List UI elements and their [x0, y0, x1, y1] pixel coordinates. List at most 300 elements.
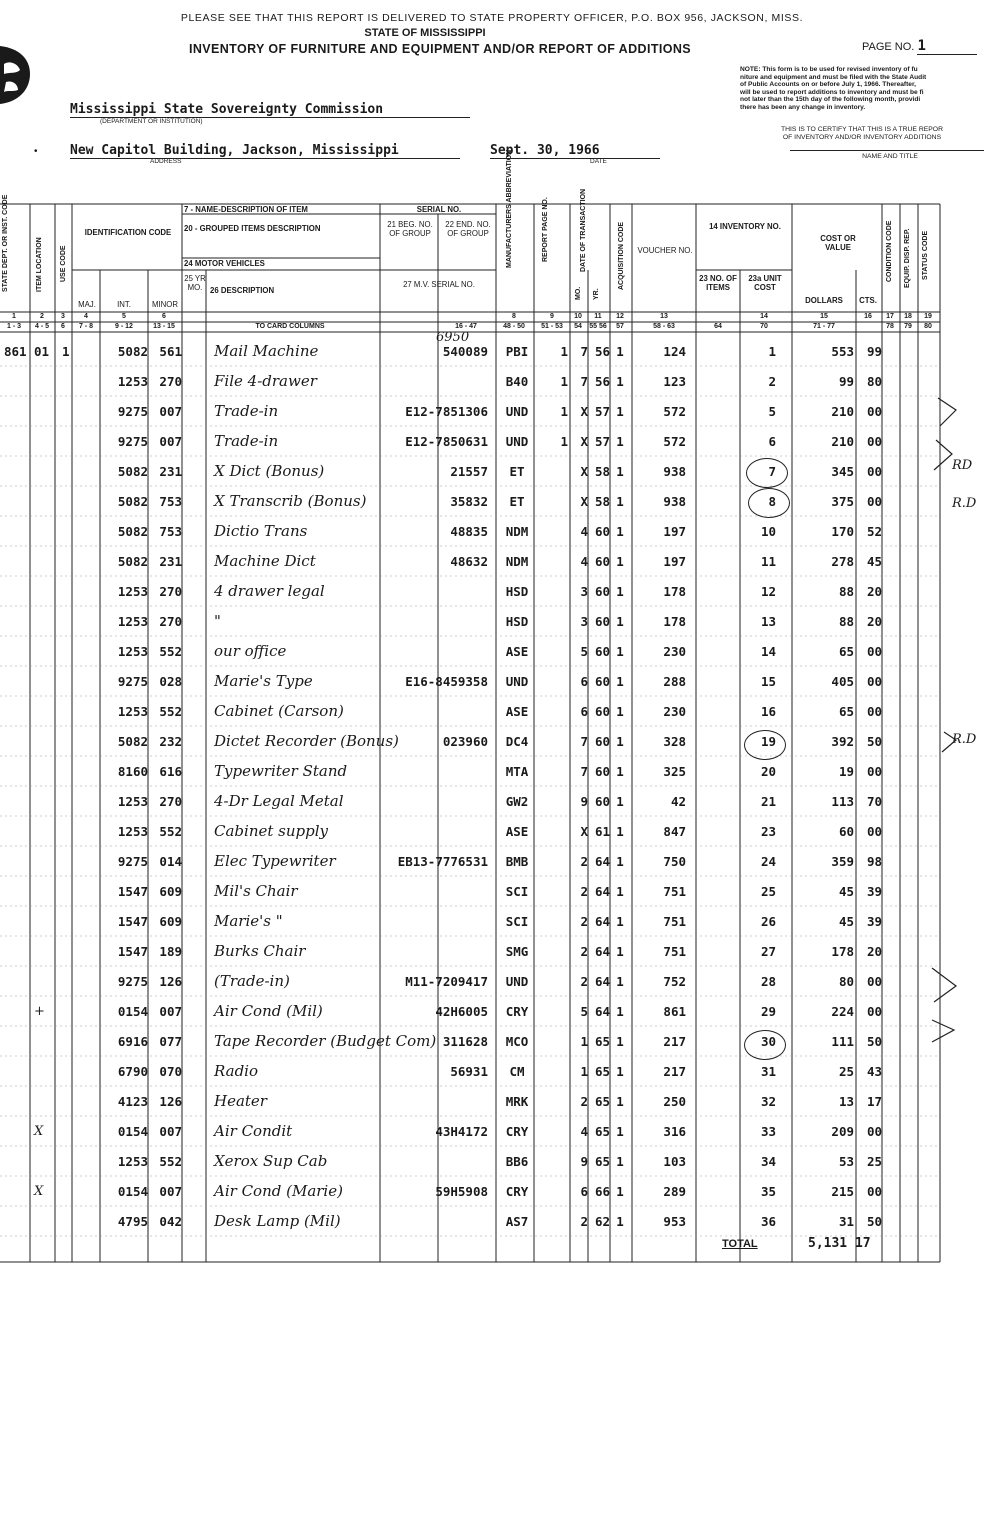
cell-description: Marie's Type	[214, 672, 313, 690]
cell-acq: 1	[616, 1184, 624, 1199]
cell-voucher: 124	[663, 344, 686, 359]
cell-description: Tape Recorder (Budget Com)	[214, 1032, 437, 1050]
inventory-circle-7	[746, 458, 788, 488]
cell-dollars: 209	[831, 1124, 854, 1139]
cell-yr: 64	[594, 944, 610, 959]
cell-dollars: 13	[838, 1094, 854, 1109]
cell-acq: 1	[616, 584, 624, 599]
cell-mfr: UND	[505, 404, 529, 419]
department-field: Mississippi State Sovereignty Commission	[70, 102, 470, 118]
cell-int: 1253	[117, 614, 148, 629]
cell-description: Dictet Recorder (Bonus)	[214, 732, 399, 750]
cell-inv: 32	[760, 1094, 776, 1109]
cell-mo: X	[580, 494, 588, 509]
cell-yr: 56	[594, 344, 610, 359]
cell-mfr: ET	[509, 494, 525, 509]
cell-minor: 077	[159, 1034, 182, 1049]
cell-page: 1	[560, 344, 568, 359]
cell-inv: 34	[760, 1154, 776, 1169]
cell-mfr: CM	[509, 1064, 525, 1079]
cell-yr: 61	[594, 824, 610, 839]
cell-inv: 24	[760, 854, 776, 869]
cell-yr: 65	[594, 1124, 610, 1139]
cell-yr: 65	[594, 1154, 610, 1169]
cell-cts: 45	[866, 554, 882, 569]
cell-mo: 5	[580, 1004, 588, 1019]
cell-minor: 753	[159, 524, 182, 539]
cell-serial: 56931	[450, 1064, 488, 1079]
cell-mfr: NDM	[505, 554, 529, 569]
cell-description: X Transcrib (Bonus)	[214, 492, 367, 510]
address-field: New Capitol Building, Jackson, Mississippi	[70, 143, 460, 159]
column-number: 11	[594, 313, 602, 320]
cell-dollars: 111	[831, 1034, 854, 1049]
cell-cts: 20	[866, 614, 882, 629]
column-number: 10	[574, 313, 582, 320]
cell-voucher: 572	[663, 404, 686, 419]
cell-dollars: 178	[831, 944, 854, 959]
cell-description: Heater	[214, 1092, 267, 1110]
cell-yr: 58	[594, 494, 610, 509]
cell-serial: 48632	[450, 554, 488, 569]
cell-int: 5082	[117, 734, 148, 749]
cell-inv: 26	[760, 914, 776, 929]
cell-voucher: 123	[663, 374, 686, 389]
col-dollars: DOLLARS	[805, 296, 843, 305]
cell-acq: 1	[616, 764, 624, 779]
cell-mfr: ASE	[505, 824, 529, 839]
cell-minor: 561	[159, 344, 182, 359]
cell-voucher: 197	[663, 524, 686, 539]
column-number: 9	[550, 313, 554, 320]
cell-description: Typewriter Stand	[214, 762, 348, 780]
cell-inv: 10	[760, 524, 776, 539]
cell-voucher: 217	[663, 1034, 686, 1049]
inventory-circle-30	[744, 1030, 786, 1060]
cell-acq: 1	[616, 1094, 624, 1109]
cell-yr: 64	[594, 1004, 610, 1019]
cell-voucher: 217	[663, 1064, 686, 1079]
cell-mo: 1	[580, 1064, 588, 1079]
cell-cts: 52	[866, 524, 882, 539]
col-mv-serial: 27 M.V. SERIAL NO.	[403, 280, 475, 289]
cell-yr: 64	[594, 914, 610, 929]
cell-yr: 65	[594, 1064, 610, 1079]
cell-inv: 1	[768, 344, 776, 359]
cell-int: 9275	[117, 434, 148, 449]
cell-mfr: B40	[505, 374, 529, 389]
column-number: 1	[12, 313, 16, 320]
total-label: TOTAL	[722, 1238, 758, 1250]
col-int: INT.	[117, 300, 131, 309]
cell-inv: 20	[760, 764, 776, 779]
cell-minor: 007	[159, 1004, 182, 1019]
date-caption: DATE	[590, 158, 607, 165]
cell-description: Trade-in	[214, 402, 279, 420]
cell-acq: 1	[616, 434, 624, 449]
cell-int: 9275	[117, 674, 148, 689]
cell-acq: 1	[616, 944, 624, 959]
cell-mfr: UND	[505, 434, 529, 449]
cell-acq: 1	[616, 614, 624, 629]
cell-mo: 9	[580, 1154, 588, 1169]
cell-voucher: 197	[663, 554, 686, 569]
cell-serial: 48835	[450, 524, 488, 539]
cell-acq: 1	[616, 704, 624, 719]
cell-yr: 60	[594, 524, 610, 539]
cell-mo: 5	[580, 644, 588, 659]
cell-minor: 609	[159, 884, 182, 899]
col-no-items: 23 NO. OF ITEMS	[699, 274, 737, 292]
cell-description: Trade-in	[214, 432, 279, 450]
cell-dollars: 405	[831, 674, 854, 689]
col-maj: MAJ.	[78, 300, 96, 309]
date-field: Sept. 30, 1966	[490, 143, 660, 159]
cell-yr: 60	[594, 794, 610, 809]
cell-serial: M11-7209417	[405, 974, 488, 989]
cell-inv: 15	[760, 674, 776, 689]
cell-inv: 8	[768, 494, 776, 509]
cell-mfr: SCI	[505, 914, 529, 929]
cell-cts: 00	[866, 674, 882, 689]
cell-mo: 6	[580, 674, 588, 689]
cell-acq: 1	[616, 494, 624, 509]
cell-mfr: MRK	[505, 1094, 529, 1109]
cell-inv: 14	[760, 644, 776, 659]
cell-int: 1253	[117, 584, 148, 599]
cell-acq: 1	[616, 374, 624, 389]
card-column: 57	[616, 323, 624, 330]
cell-mfr: DC4	[505, 734, 529, 749]
cell-page: 1	[560, 434, 568, 449]
cell-dollars: 113	[831, 794, 854, 809]
cell-cts: 39	[866, 884, 882, 899]
cell-voucher: 938	[663, 464, 686, 479]
cell-serial: EB13-7776531	[397, 854, 488, 869]
cell-int: 0154	[117, 1184, 148, 1199]
col-state-dept: STATE DEPT. OR INST. CODE	[2, 194, 9, 292]
cell-inv: 31	[760, 1064, 776, 1079]
col-identification: IDENTIFICATION CODE	[84, 228, 172, 237]
cell-voucher: 861	[663, 1004, 686, 1019]
cell-inv: 23	[760, 824, 776, 839]
cell-mo: 1	[580, 1034, 588, 1049]
column-number: 2	[40, 313, 44, 320]
total-cents: 17	[854, 1236, 871, 1251]
cell-cts: 25	[866, 1154, 882, 1169]
card-column: 16 - 47	[455, 323, 477, 330]
column-number: 3	[61, 313, 65, 320]
cell-acq: 1	[616, 344, 624, 359]
cell-dollars: 224	[831, 1004, 854, 1019]
cell-cts: 00	[866, 464, 882, 479]
col-yr-mo: 25 YR MO.	[184, 274, 206, 292]
card-column: 7 - 8	[78, 323, 93, 330]
cell-inv: 12	[760, 584, 776, 599]
total-dollars: 5,131	[808, 1236, 848, 1251]
cell-voucher: 230	[663, 644, 686, 659]
card-column: 58 - 63	[653, 323, 675, 330]
cell-inv: 6	[768, 434, 776, 449]
cell-mfr: UND	[505, 974, 529, 989]
cell-yr: 64	[594, 854, 610, 869]
cell-cts: 00	[866, 1184, 882, 1199]
cell-description: Mil's Chair	[214, 882, 298, 900]
cell-serial: 59H5908	[435, 1184, 488, 1199]
cell-voucher: 289	[663, 1184, 686, 1199]
cell-yr: 60	[594, 764, 610, 779]
cell-minor: 552	[159, 1154, 182, 1169]
cell-yr: 62	[594, 1214, 610, 1229]
cell-mfr: HSD	[505, 614, 529, 629]
card-column: 78	[886, 323, 894, 330]
col-use-code: USE CODE	[60, 245, 67, 282]
cell-acq: 1	[616, 554, 624, 569]
card-column: 55 56	[589, 323, 607, 330]
cell-serial: 43H4172	[435, 1124, 488, 1139]
cell-description: X Dict (Bonus)	[214, 462, 325, 480]
column-number: 5	[122, 313, 126, 320]
inventory-circle-19	[744, 730, 786, 760]
cell-mfr: ASE	[505, 644, 529, 659]
cell-dollars: 25	[838, 1064, 854, 1079]
cell-yr: 57	[594, 404, 610, 419]
cell-mfr: BB6	[505, 1154, 529, 1169]
cell-minor: 007	[159, 1124, 182, 1139]
cell-mo: X	[580, 824, 588, 839]
rd-annotation-2: R.D	[952, 496, 977, 511]
cell-voucher: 250	[663, 1094, 686, 1109]
cell-mo: 4	[580, 524, 588, 539]
cell-inv: 33	[760, 1124, 776, 1139]
cell-yr: 57	[594, 434, 610, 449]
cell-cts: 00	[866, 404, 882, 419]
card-column: 48 - 50	[503, 323, 525, 330]
cell-minor: 014	[159, 854, 182, 869]
cell-dollars: 65	[838, 704, 854, 719]
cell-voucher: 230	[663, 704, 686, 719]
cell-inv: 5	[768, 404, 776, 419]
cell-dollars: 45	[838, 914, 854, 929]
cell-voucher: 103	[663, 1154, 686, 1169]
address-caption: ADDRESS	[150, 158, 182, 165]
cell-dollars: 210	[831, 404, 854, 419]
cell-minor: 270	[159, 614, 182, 629]
cell-mo: 3	[580, 584, 588, 599]
column-number: 18	[904, 313, 912, 320]
cell-inv: 7	[768, 464, 776, 479]
card-column: 51 - 53	[541, 323, 563, 330]
cell-int: 5082	[117, 464, 148, 479]
cell-mfr: PBI	[505, 344, 529, 359]
column-number: 14	[760, 313, 768, 320]
cell-mo: 3	[580, 614, 588, 629]
cell-acq: 1	[616, 794, 624, 809]
cell-mo: 2	[580, 914, 588, 929]
cell-inv: 27	[760, 944, 776, 959]
cell-cts: 00	[866, 764, 882, 779]
cell-mfr: BMB	[505, 854, 529, 869]
cell-inv: 25	[760, 884, 776, 899]
cell-acq: 1	[616, 854, 624, 869]
cell-mo: 7	[580, 734, 588, 749]
cell-description: Radio	[214, 1062, 259, 1080]
cell-int: 4795	[117, 1214, 148, 1229]
cell-minor: 552	[159, 704, 182, 719]
cell-int: 5082	[117, 524, 148, 539]
cell-acq: 1	[616, 974, 624, 989]
cell-serial: 311628	[442, 1034, 488, 1049]
cell-mfr: ET	[509, 464, 525, 479]
cell-description: Mail Machine	[214, 342, 319, 360]
card-column: 54	[574, 323, 582, 330]
cell-minor: 007	[159, 434, 182, 449]
cell-acq: 1	[616, 674, 624, 689]
cell-mo: X	[580, 434, 588, 449]
cell-description: Cabinet (Carson)	[214, 702, 344, 720]
cell-int: 1547	[117, 914, 148, 929]
cell-mo: 2	[580, 944, 588, 959]
cell-mo: 9	[580, 794, 588, 809]
cell-serial: 21557	[450, 464, 488, 479]
cell-yr: 65	[594, 1034, 610, 1049]
cell-description: Machine Dict	[214, 552, 316, 570]
cell-acq: 1	[616, 824, 624, 839]
col-disp: EQUIP. DISP. REP.	[904, 228, 911, 288]
cell-serial: E12-7851306	[405, 404, 488, 419]
cell-minor: 270	[159, 794, 182, 809]
cell-voucher: 42	[670, 794, 686, 809]
cell-description: File 4-drawer	[214, 372, 317, 390]
column-number: 17	[886, 313, 894, 320]
col-grouped: 20 - GROUPED ITEMS DESCRIPTION	[184, 224, 321, 233]
cell-cts: 00	[866, 1004, 882, 1019]
column-number: 6	[162, 313, 166, 320]
cell-page: 1	[560, 404, 568, 419]
col-mfr: MANUFACTURERS ABBREVIATION	[506, 149, 513, 268]
cell-minor: 270	[159, 374, 182, 389]
column-number: 8	[512, 313, 516, 320]
col-status: STATUS CODE	[922, 230, 929, 280]
cell-mo: 7	[580, 764, 588, 779]
cell-minor: 231	[159, 464, 182, 479]
cell-description: Desk Lamp (Mil)	[214, 1212, 341, 1230]
cell-page: 1	[560, 374, 568, 389]
cell-yr: 56	[594, 374, 610, 389]
cell-int: 1547	[117, 944, 148, 959]
rd-annotation-1: RD	[952, 458, 973, 473]
column-number: 16	[864, 313, 872, 320]
cell-acq: 1	[616, 734, 624, 749]
col-acq: ACQUISITION CODE	[618, 221, 625, 290]
column-number: 15	[820, 313, 828, 320]
cell-serial: 540089	[442, 344, 488, 359]
card-column: 71 - 77	[813, 323, 835, 330]
cell-description: Elec Typewriter	[214, 852, 336, 870]
cell-description: Marie's "	[214, 912, 283, 930]
cell-cts: 00	[866, 974, 882, 989]
cell-voucher: 750	[663, 854, 686, 869]
cell-mo: 2	[580, 1214, 588, 1229]
cell-yr: 60	[594, 614, 610, 629]
cell-dollars: 45	[838, 884, 854, 899]
cell-serial: 023960	[442, 734, 488, 749]
cell-minor: 552	[159, 644, 182, 659]
col-unit-cost: 23a UNIT COST	[748, 274, 782, 292]
cell-mfr: AS7	[505, 1214, 529, 1229]
cell-minor: 609	[159, 914, 182, 929]
cell-voucher: 178	[663, 584, 686, 599]
cell-acq: 1	[616, 404, 624, 419]
cell-inv: 36	[760, 1214, 776, 1229]
cell-mo: 7	[580, 344, 588, 359]
rd-annotation-3: R.D	[952, 732, 977, 747]
cell-loc: X	[34, 1184, 44, 1199]
cell-yr: 64	[594, 884, 610, 899]
column-number: 12	[616, 313, 624, 320]
total-value	[808, 1236, 871, 1251]
card-column: 70	[760, 323, 768, 330]
cell-inv: 30	[760, 1034, 776, 1049]
cell-dollars: 99	[838, 374, 854, 389]
cell-cts: 00	[866, 1124, 882, 1139]
cell-inv: 13	[760, 614, 776, 629]
cell-yr: 60	[594, 644, 610, 659]
col-mo: MO.	[575, 286, 582, 300]
cell-cts: 80	[866, 374, 882, 389]
cell-dollars: 359	[831, 854, 854, 869]
cell-description: Cabinet supply	[214, 822, 328, 840]
col-name-desc: 7 - NAME-DESCRIPTION OF ITEM	[184, 205, 308, 214]
cell-dollars: 170	[831, 524, 854, 539]
cell-voucher: 178	[663, 614, 686, 629]
cell-cts: 00	[866, 644, 882, 659]
cell-dollars: 60	[838, 824, 854, 839]
cell-cts: 39	[866, 914, 882, 929]
cell-int: 9275	[117, 974, 148, 989]
cell-minor: 189	[159, 944, 182, 959]
col-cost: COST OR VALUE	[820, 234, 856, 252]
cell-yr: 66	[594, 1184, 610, 1199]
cell-voucher: 572	[663, 434, 686, 449]
cell-mfr: MCO	[505, 1034, 529, 1049]
cell-description: 4-Dr Legal Metal	[214, 792, 344, 810]
cell-serial: E12-7850631	[405, 434, 488, 449]
certification-text: THIS IS TO CERTIFY THAT THIS IS A TRUE REPOR OF INVENTORY AND/OR INVENTORY ADDITIONS	[780, 126, 944, 141]
cell-cts: 50	[866, 1034, 882, 1049]
cell-mo: 6	[580, 1184, 588, 1199]
cell-minor: 753	[159, 494, 182, 509]
name-title-caption: NAME AND TITLE	[790, 150, 984, 160]
cell-int: 9275	[117, 404, 148, 419]
cell-minor: 126	[159, 1094, 182, 1109]
col-yr: YR.	[593, 288, 600, 300]
cell-minor: 070	[159, 1064, 182, 1079]
cell-cts: 50	[866, 1214, 882, 1229]
cell-description: (Trade-in)	[214, 972, 290, 990]
cell-mfr: NDM	[505, 524, 529, 539]
cell-mfr: SCI	[505, 884, 529, 899]
cell-voucher: 288	[663, 674, 686, 689]
cell-voucher: 953	[663, 1214, 686, 1229]
cell-yr: 60	[594, 704, 610, 719]
cell-minor: 270	[159, 584, 182, 599]
col-date-trans: DATE OF TRANSACTION	[580, 188, 587, 272]
cell-minor: 126	[159, 974, 182, 989]
cell-cts: 00	[866, 704, 882, 719]
cell-dollars: 53	[838, 1154, 854, 1169]
cell-dollars: 345	[831, 464, 854, 479]
